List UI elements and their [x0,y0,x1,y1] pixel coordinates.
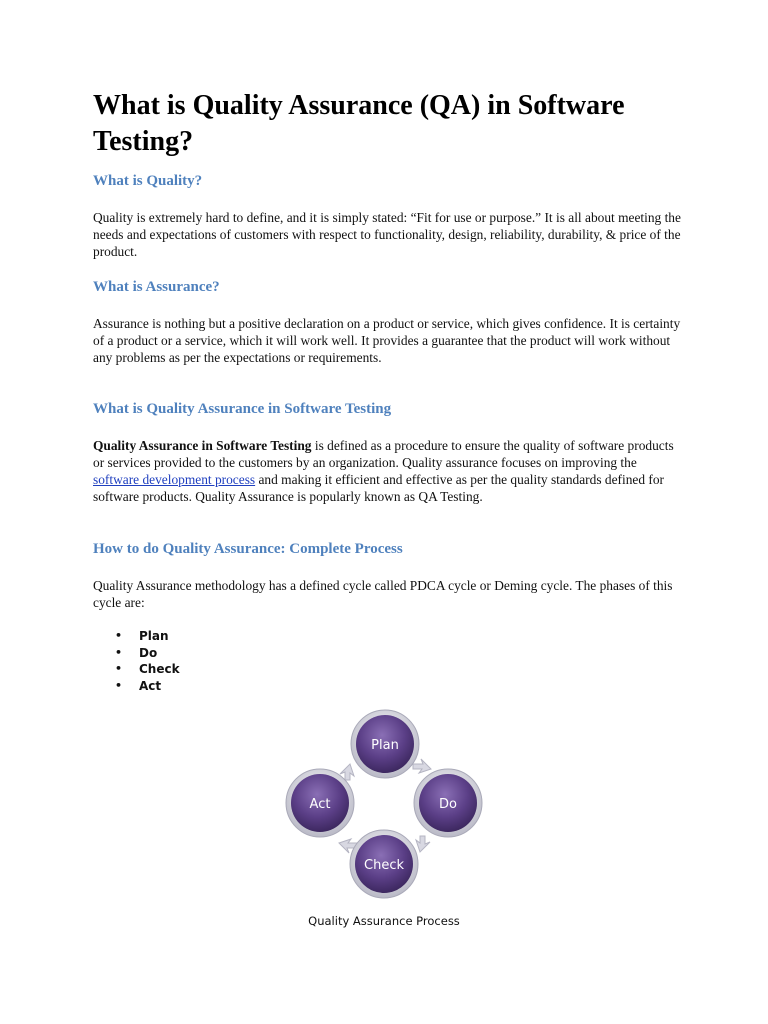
node-check-label: Check [364,858,404,873]
node-plan-label: Plan [371,738,399,753]
node-check [350,830,418,898]
paragraph-quality: Quality is extremely hard to define, and it is simply stated: “Fit for use or purpose.” It is all about meeting the needs and expectations of customers with respect to functionality, design, reliability, durability, & price of the product. [93,210,681,259]
bullet-icon: • [115,645,123,659]
node-act [286,769,354,837]
arrow-do-to-check-icon [416,836,430,852]
bold-term: Quality Assurance in Software Testing [93,438,312,453]
node-act-label: Act [309,797,331,812]
pdca-cycle-svg [285,708,485,908]
list-item [93,628,180,645]
arrow-plan-to-do-icon [413,759,431,773]
node-do-label: Do [439,797,457,812]
paragraph-qa-in-testing [93,437,683,505]
bullet-icon: • [115,678,123,692]
text-span: and making it efficient and effective as per the quality standards defined for software products. Quality Assurance is popularly known as QA Testing. [93,472,665,504]
pdca-phase-list [93,628,180,694]
pdca-cycle-diagram [285,708,485,908]
bullet-icon: • [115,662,123,675]
list-item [93,661,180,678]
paragraph-pdca: Quality Assurance methodology has a defined cycle called PDCA cycle or Deming cycle. The phases of this cycle are: [93,578,673,610]
node-plan [351,710,419,778]
heading-qa-in-testing: What is Quality Assurance in Software Testing [93,401,392,417]
heading-how-to-do-qa: How to do Quality Assurance: Complete Process [93,541,403,557]
list-item [93,645,180,662]
bullet-icon: • [115,629,123,642]
list-item-label: Do [139,645,158,660]
heading-what-is-assurance: What is Assurance? [93,279,220,295]
list-item-label: Check [139,662,180,676]
heading-what-is-quality: What is Quality? [93,173,203,189]
paragraph-assurance: Assurance is nothing but a positive declaration on a product or service, which gives confidence. It is certainty of a product or a service, which it will work well. It provides a guarantee that the product will work without any problems as per the expectations or requirements. [93,316,681,365]
text-span: is defined as a procedure to ensure the quality of software products or services provided to the customers by an organization. Quality assurance focuses on improving the [93,438,674,470]
list-item [93,678,180,695]
list-item-label: Plan [139,629,169,643]
list-item-label: Act [139,678,162,693]
page-title: What is Quality Assurance (QA) in Software Testing? [93,90,625,157]
node-do [414,769,482,837]
software-development-process-link[interactable]: software development process [93,472,256,487]
diagram-caption: Quality Assurance Process [308,914,460,928]
